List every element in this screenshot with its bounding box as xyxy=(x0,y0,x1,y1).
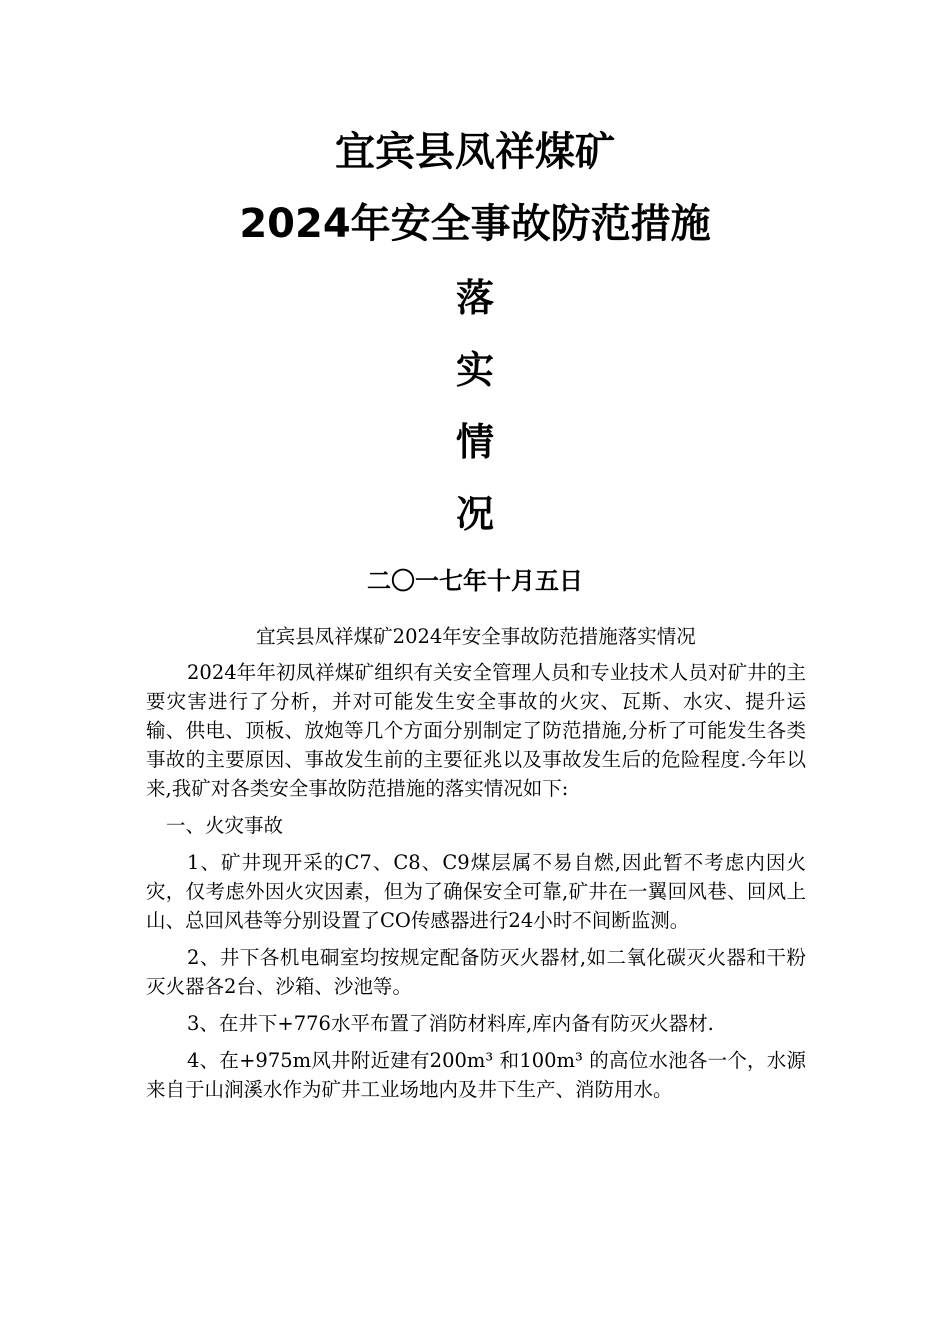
document-body xyxy=(146,622,806,1112)
title-line-1: 宜宾县凤祥煤矿 xyxy=(335,129,615,175)
title-char-2: 实 xyxy=(455,348,494,392)
section-heading-fire: 一、火灾事故 xyxy=(166,814,284,837)
title-line-2: 2024年安全事故防范措施 xyxy=(239,201,711,247)
list-item: 2、井下各机电硐室均按规定配备防灭火器材,如二氧化碳灭火器和干粉灭火器各2台、沙箱、沙池等。 xyxy=(146,946,806,998)
list-item: 4、在+975m风井附近建有200m³ 和100m³ 的高位水池各一个，水源来自于山涧溪水作为矿井工业场地内及井下生产、消防用水。 xyxy=(146,1049,806,1101)
title-char-1: 落 xyxy=(455,276,494,320)
body-subtitle: 宜宾县凤祥煤矿2024年安全事故防范措施落实情况 xyxy=(256,625,696,648)
title-char-4: 况 xyxy=(455,492,494,536)
cover-date: 二〇一七年十月五日 xyxy=(367,567,583,595)
title-char-3: 情 xyxy=(455,420,494,464)
intro-paragraph: 2024年年初凤祥煤矿组织有关安全管理人员和专业技术人员对矿井的主要灾害进行了分析，并对可能发生安全事故的火灾、瓦斯、水灾、提升运输、供电、顶板、放炮等几个方面分别制定了防范措施,分析了可能发生各类事故的主要原因、事故发生前的主要征兆以及事故发生后的危险程度.今年以来,我矿对各类安全事故防范措施的落实情况如下: xyxy=(146,661,806,800)
list-item: 3、在井下+776水平布置了消防材料库,库内备有防灭火器材. xyxy=(187,1012,714,1035)
list-item: 1、矿井现开采的C7、C8、C9煤层属不易自燃,因此暂不考虑内因火灾，仅考虑外因火灾因素，但为了确保安全可靠,矿井在一翼回风巷、回风上山、总回风巷等分别设置了CO传感器进行24小时不间断监测。 xyxy=(146,851,806,932)
